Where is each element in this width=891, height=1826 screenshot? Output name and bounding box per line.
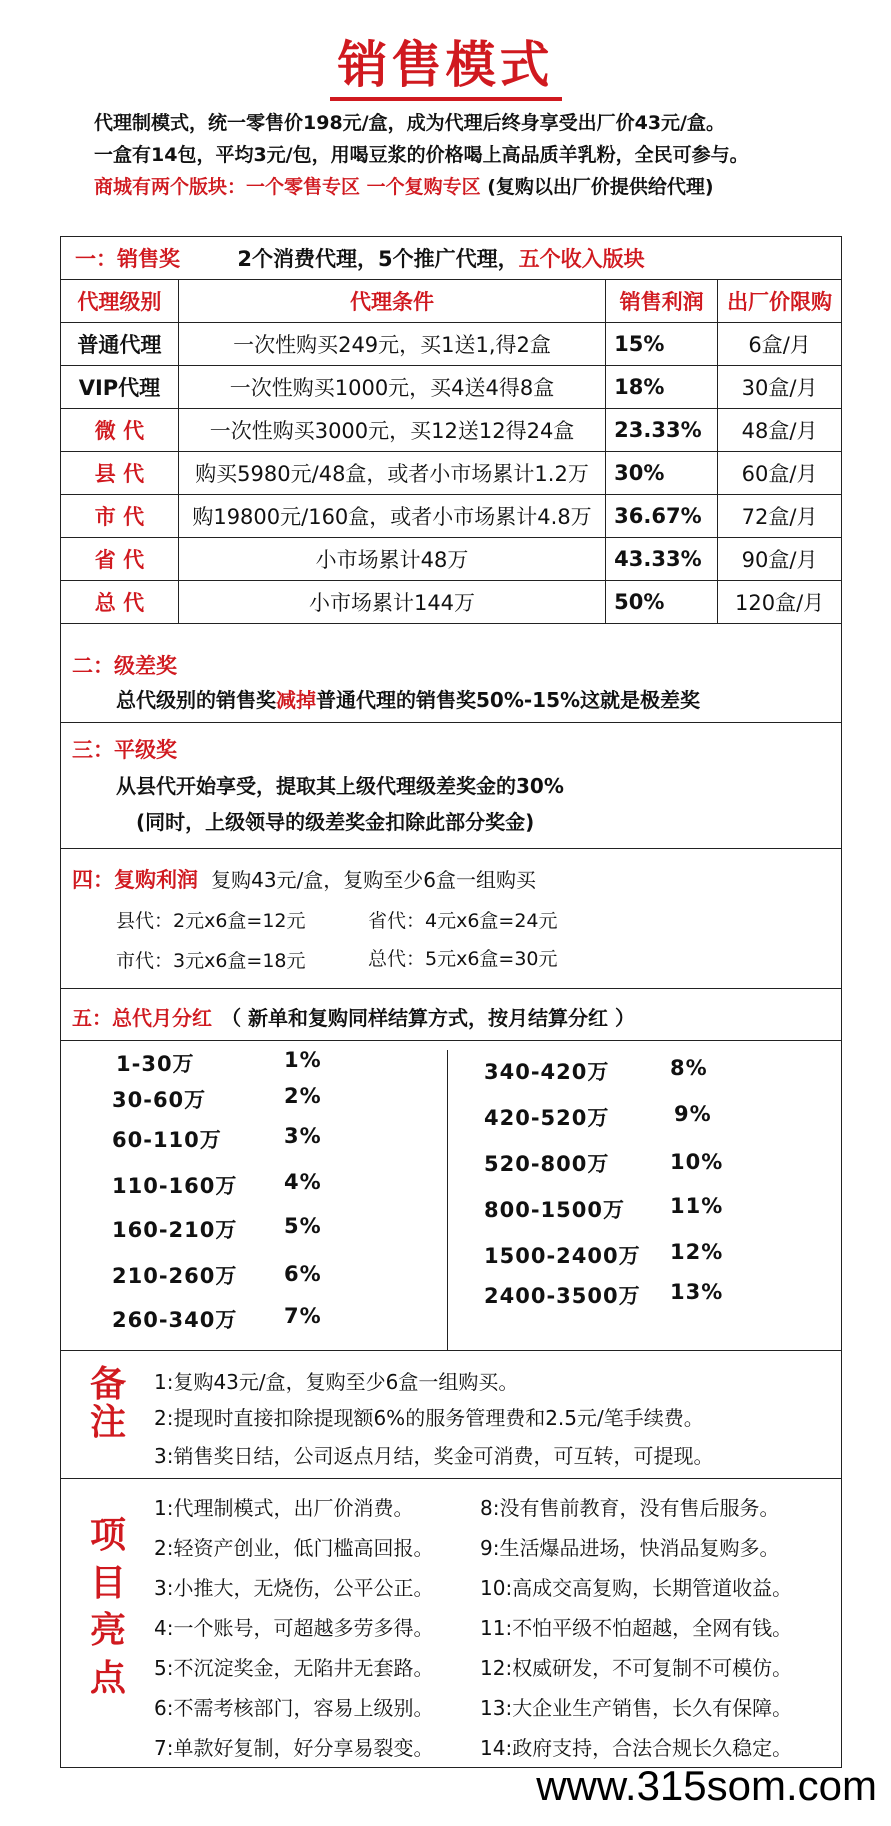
tier-range: 2400-3500万 [484, 1284, 641, 1308]
highlights-label-text: 项目亮点 [89, 1515, 126, 1699]
section1-summary-red: 五个收入版块 [518, 247, 645, 271]
divider [60, 1040, 842, 1041]
table-row [61, 495, 842, 538]
tier-pct: 13% [670, 1280, 724, 1304]
section4-item: 省代：4元x6盒=24元 [368, 910, 558, 932]
tier-range: 800-1500万 [484, 1198, 625, 1222]
divider [60, 848, 842, 849]
divider [60, 988, 842, 989]
tier-range: 210-260万 [112, 1264, 238, 1288]
highlight-item: 9:生活爆品进场，快消品复购多。 [480, 1536, 780, 1560]
table-row [61, 581, 842, 624]
row-limit: 48盒/月 [718, 409, 842, 452]
intro-line-2: 一盒有14包，平均3元/包，用喝豆浆的价格喝上高品质羊乳粉，全民可参与。 [94, 144, 749, 166]
row-profit: 23.33% [606, 409, 718, 452]
highlight-item: 5:不沉淀奖金，无陷井无套路。 [154, 1656, 434, 1680]
tier-pct: 3% [284, 1124, 322, 1148]
divider [60, 722, 842, 723]
highlight-item: 4:一个账号，可超越多劳多得。 [154, 1616, 434, 1640]
row-level: 省 代 [61, 538, 179, 581]
section4-item: 市代：3元x6盒=18元 [116, 950, 306, 972]
section4-item: 县代：2元x6盒=12元 [116, 910, 306, 932]
tier-range: 340-420万 [484, 1060, 610, 1084]
table-row [61, 452, 842, 495]
table-row [61, 409, 842, 452]
row-limit: 60盒/月 [718, 452, 842, 495]
section5-label: 五：总代月分红 [72, 1006, 212, 1030]
tier-pct: 2% [284, 1084, 322, 1108]
tier-range: 30-60万 [112, 1088, 207, 1112]
section4-header [72, 864, 536, 894]
remark-item: 3:销售奖日结，公司返点月结，奖金可消费，可互转，可提现。 [154, 1444, 714, 1468]
row-condition: 小市场累计144万 [178, 581, 605, 624]
tier-pct: 1% [284, 1048, 322, 1072]
row-profit: 50% [606, 581, 718, 624]
row-limit: 120盒/月 [718, 581, 842, 624]
row-condition: 购19800元/160盒，或者小市场累计4.8万 [178, 495, 605, 538]
row-profit: 36.67% [606, 495, 718, 538]
tier-range: 110-160万 [112, 1174, 238, 1198]
highlight-item: 11:不怕平级不怕超越，全网有钱。 [480, 1616, 793, 1640]
row-limit: 90盒/月 [718, 538, 842, 581]
tier-range: 260-340万 [112, 1308, 238, 1332]
section1-label: 一：销售奖 [75, 247, 180, 271]
tier-pct: 10% [670, 1150, 724, 1174]
row-profit: 30% [606, 452, 718, 495]
tier-pct: 5% [284, 1214, 322, 1238]
tier-range: 160-210万 [112, 1218, 238, 1242]
section3-line-1: 从县代开始享受，提取其上级代理级差奖金的30% [116, 774, 564, 798]
row-condition: 小市场累计48万 [178, 538, 605, 581]
intro-line-3-black: (复购以出厂价提供给代理) [487, 176, 714, 198]
tier-pct: 9% [674, 1102, 712, 1126]
highlight-item: 6:不需考核部门，容易上级别。 [154, 1696, 434, 1720]
tier-pct: 12% [670, 1240, 724, 1264]
section4-desc: 复购43元/盒，复购至少6盒一组购买 [211, 868, 537, 892]
remarks-label [84, 1366, 132, 1442]
highlight-item: 12:权威研发，不可复制不可模仿。 [480, 1656, 793, 1680]
remark-item: 2:提现时直接扣除提现额6%的服务管理费和2.5元/笔手续费。 [154, 1406, 704, 1430]
section3-line-2: (同时，上级领导的级差奖金扣除此部分奖金) [136, 810, 535, 834]
highlight-item: 2:轻资产创业，低门槛高回报。 [154, 1536, 434, 1560]
row-condition: 购买5980元/48盒，或者小市场累计1.2万 [178, 452, 605, 495]
tier-range: 1-30万 [116, 1052, 195, 1076]
row-limit: 30盒/月 [718, 366, 842, 409]
tier-pct: 7% [284, 1304, 322, 1328]
footer-url: www.315som.com [536, 1762, 877, 1809]
tier-pct: 8% [670, 1056, 708, 1080]
row-profit: 18% [606, 366, 718, 409]
divider [60, 1350, 842, 1351]
divider [60, 1478, 842, 1479]
sales-table [60, 236, 842, 624]
table-row [61, 538, 842, 581]
tier-pct: 11% [670, 1194, 724, 1218]
highlight-item: 13:大企业生产销售，长久有保障。 [480, 1696, 793, 1720]
remarks-label-text: 备注 [89, 1364, 126, 1443]
section3-label: 三：平级奖 [72, 738, 177, 762]
row-profit: 15% [606, 323, 718, 366]
section1-header [61, 237, 842, 280]
col-header-profit: 销售利润 [606, 280, 718, 323]
highlight-item: 1:代理制模式，出厂价消费。 [154, 1496, 414, 1520]
tier-range: 60-110万 [112, 1128, 222, 1152]
row-profit: 43.33% [606, 538, 718, 581]
highlight-item: 3:小推大，无烧伤，公平公正。 [154, 1576, 434, 1600]
page-title: 销售模式 [330, 38, 562, 101]
tier-divider [447, 1050, 448, 1350]
section2-text-a: 总代级别的销售奖 [116, 688, 276, 712]
section4-item: 总代：5元x6盒=30元 [368, 948, 558, 970]
section2-text-b: 普通代理的销售奖50%-15%这就是极差奖 [316, 688, 701, 712]
section5-note: （ 新单和复购同样结算方式，按月结算分红 ） [221, 1006, 636, 1030]
section2-label: 二：级差奖 [72, 654, 177, 678]
col-header-limit: 出厂价限购 [718, 280, 842, 323]
row-level: 微 代 [61, 409, 179, 452]
tier-pct: 6% [284, 1262, 322, 1286]
highlight-item: 7:单款好复制，好分享易裂变。 [154, 1736, 434, 1760]
tier-range: 420-520万 [484, 1106, 610, 1130]
remark-item: 1:复购43元/盒，复购至少6盒一组购买。 [154, 1370, 519, 1394]
section2-text-red: 减掉 [276, 688, 316, 712]
row-condition: 一次性购买1000元，买4送4得8盒 [178, 366, 605, 409]
intro-line-3-red: 商城有两个版块：一个零售专区 一个复购专区 [94, 176, 481, 198]
section2-text [116, 684, 700, 713]
row-condition: 一次性购买3000元，买12送12得24盒 [178, 409, 605, 452]
highlight-item: 8:没有售前教育，没有售后服务。 [480, 1496, 780, 1520]
row-limit: 72盒/月 [718, 495, 842, 538]
intro-line-1: 代理制模式，统一零售价198元/盒，成为代理后终身享受出厂价43元/盒。 [94, 112, 725, 134]
section1-summary: 2个消费代理，5个推广代理， [237, 247, 519, 271]
row-condition: 一次性购买249元，买1送1,得2盒 [178, 323, 605, 366]
section5-header [72, 1002, 635, 1031]
col-header-level: 代理级别 [61, 280, 179, 323]
tier-pct: 4% [284, 1170, 322, 1194]
row-level: 县 代 [61, 452, 179, 495]
row-level: 普通代理 [61, 323, 179, 366]
highlights-label [86, 1512, 130, 1702]
table-row [61, 323, 842, 366]
intro-line-3 [94, 172, 714, 199]
highlight-item: 14:政府支持，合法合规长久稳定。 [480, 1736, 793, 1760]
tier-range: 520-800万 [484, 1152, 610, 1176]
table-row [61, 366, 842, 409]
row-level: VIP代理 [61, 366, 179, 409]
section4-label: 四：复购利润 [72, 868, 198, 892]
col-header-condition: 代理条件 [178, 280, 605, 323]
title-block [0, 38, 891, 101]
row-limit: 6盒/月 [718, 323, 842, 366]
highlight-item: 10:高成交高复购，长期管道收益。 [480, 1576, 793, 1600]
row-level: 总 代 [61, 581, 179, 624]
table-header-row [61, 280, 842, 323]
tier-range: 1500-2400万 [484, 1244, 641, 1268]
row-level: 市 代 [61, 495, 179, 538]
